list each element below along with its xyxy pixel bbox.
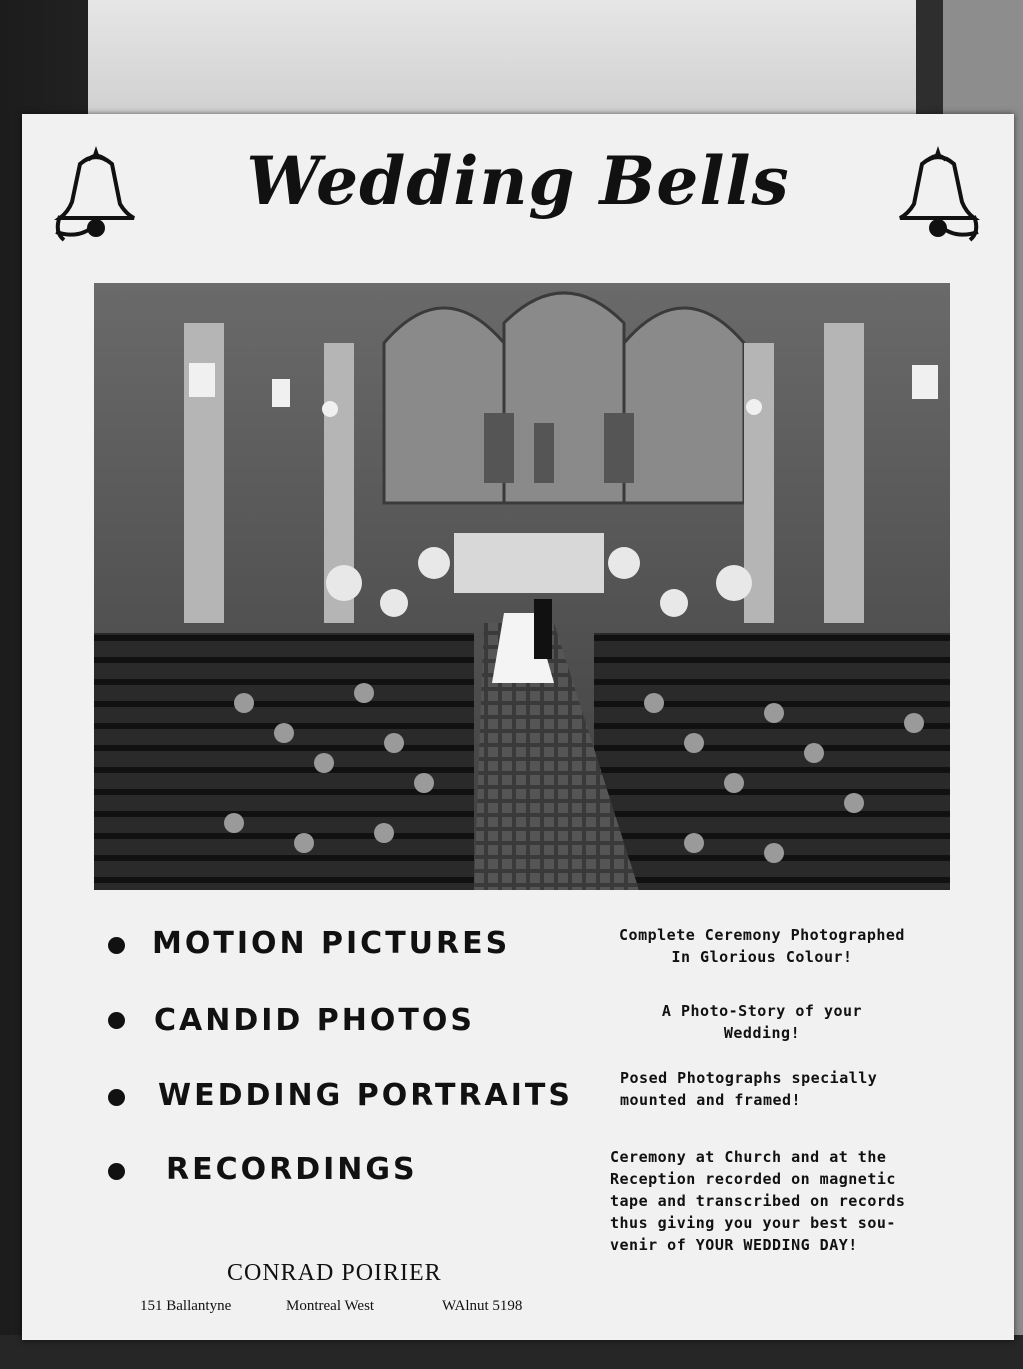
- bullet-icon: [108, 1012, 125, 1029]
- studio-city: Montreal West: [286, 1298, 375, 1314]
- service-description: Posed Photographs specially mounted and framed!: [620, 1069, 878, 1109]
- advertisement-sheet: [22, 114, 1014, 1340]
- service-candid-photos: CANDID PHOTOS: [154, 1003, 475, 1038]
- service-description: Ceremony at Church and at the Reception recorded on magnetic tape and transcribed on records thus giving you your best sou- venir of YOUR WEDDING DAY!: [610, 1148, 906, 1254]
- church-ceremony-photo: [94, 283, 950, 890]
- bullet-icon: [108, 1089, 125, 1106]
- service-description: A Photo-Story of your Wedding!: [661, 1002, 863, 1042]
- backdrop-bottom: [0, 1335, 1023, 1369]
- service-recordings: RECORDINGS: [166, 1152, 418, 1187]
- service-wedding-portraits: WEDDING PORTRAITS: [158, 1078, 573, 1113]
- service-description: Complete Ceremony Photographed In Glorious Colour!: [619, 926, 905, 966]
- studio-street: 151 Ballantyne: [140, 1298, 232, 1314]
- studio-name: CONRAD POIRIER: [227, 1260, 442, 1286]
- bullet-icon: [108, 1163, 125, 1180]
- service-motion-pictures: MOTION PICTURES: [152, 926, 511, 961]
- bullet-icon: [108, 937, 125, 954]
- backdrop-paper: [88, 0, 916, 122]
- page-title: Wedding Bells: [246, 142, 790, 220]
- studio-phone: WAlnut 5198: [442, 1298, 523, 1314]
